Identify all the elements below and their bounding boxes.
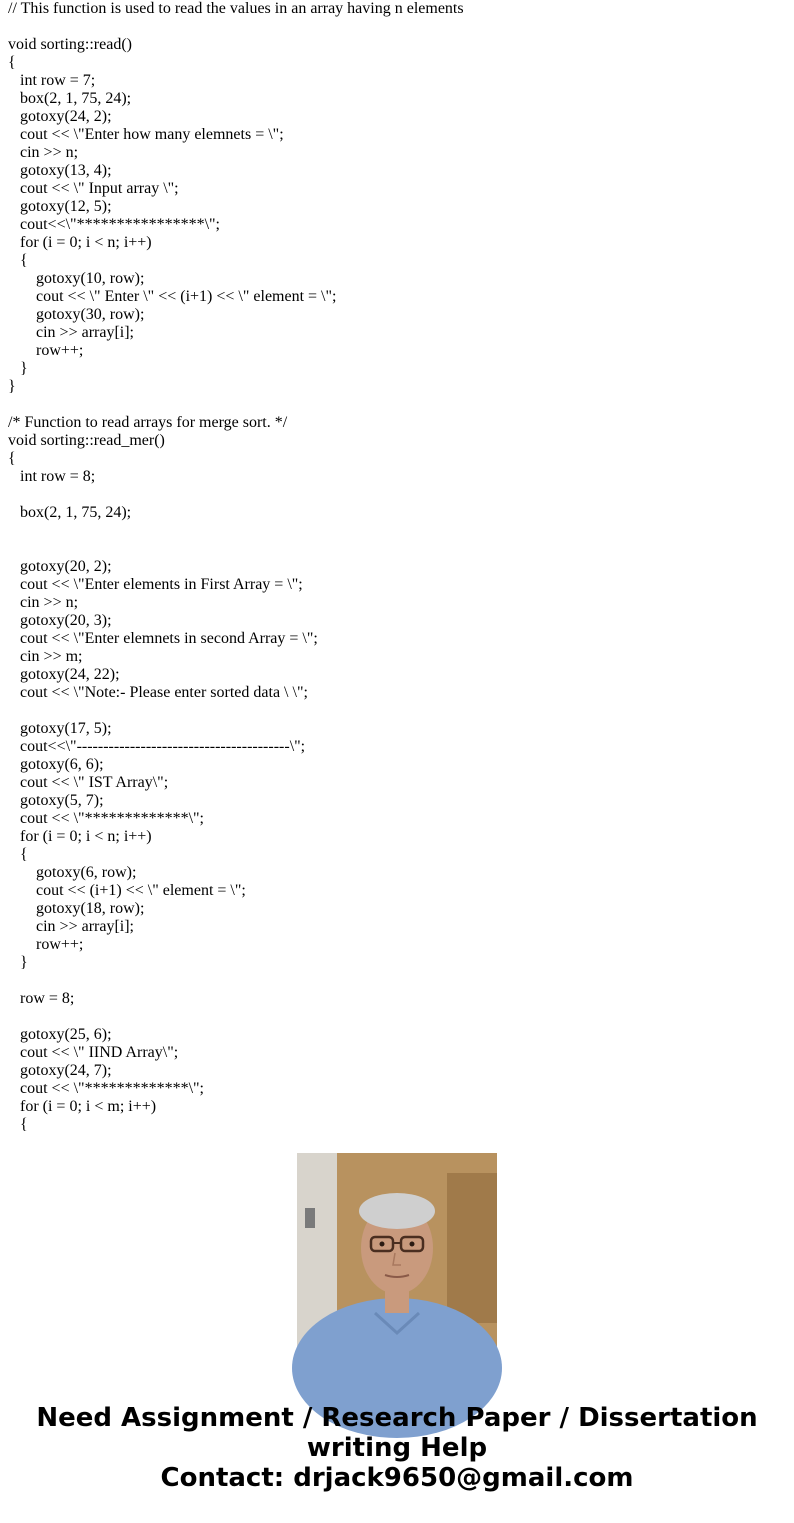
code-line: cout << \"Note:- Please enter sorted data \ \";	[8, 684, 308, 701]
code-line: row++;	[8, 936, 84, 953]
code-line: cout<<\"****************\";	[8, 216, 220, 233]
code-line: }	[8, 378, 16, 395]
code-line: gotoxy(6, 6);	[8, 756, 104, 773]
code-line: gotoxy(18, row);	[8, 900, 145, 917]
code-line: gotoxy(13, 4);	[8, 162, 112, 179]
code-line: gotoxy(20, 2);	[8, 558, 112, 575]
code-line	[8, 396, 788, 414]
code-line: {	[8, 54, 16, 71]
code-line	[8, 486, 788, 504]
code-line	[8, 18, 788, 36]
code-line: gotoxy(6, row);	[8, 864, 137, 881]
code-line: gotoxy(20, 3);	[8, 612, 112, 629]
code-line: cin >> array[i];	[8, 324, 134, 341]
code-line: gotoxy(24, 22);	[8, 666, 120, 683]
code-line: gotoxy(12, 5);	[8, 198, 112, 215]
code-line: row++;	[8, 342, 84, 359]
contact-banner	[0, 1403, 794, 1493]
code-line: cout << \" IIND Array\";	[8, 1044, 179, 1061]
code-line: cout << \"*************\";	[8, 810, 204, 827]
code-line: gotoxy(25, 6);	[8, 1026, 112, 1043]
code-line: /* Function to read arrays for merge sort. */	[8, 414, 288, 431]
code-listing	[8, 0, 788, 1133]
code-line: box(2, 1, 75, 24);	[8, 504, 132, 521]
code-line: gotoxy(10, row);	[8, 270, 145, 287]
code-line: gotoxy(24, 2);	[8, 108, 112, 125]
code-line: cin >> n;	[8, 594, 79, 611]
avatar	[297, 1153, 497, 1353]
code-line: }	[8, 954, 28, 971]
code-line: void sorting::read_mer()	[8, 432, 165, 449]
code-line: {	[8, 450, 16, 467]
author-photo	[297, 1153, 497, 1353]
code-line	[8, 972, 788, 990]
code-line: gotoxy(17, 5);	[8, 720, 112, 737]
code-line: cout<<\"----------------------------------------\";	[8, 738, 306, 755]
code-line: int row = 7;	[8, 72, 96, 89]
code-line: for (i = 0; i < n; i++)	[8, 828, 152, 845]
banner-line-1: Need Assignment / Research Paper / Dissertation	[36, 1403, 758, 1433]
code-line: // This function is used to read the values in an array having n elements	[8, 0, 464, 17]
banner-contact: Contact: drjack9650@gmail.com	[160, 1463, 634, 1493]
code-line: cout << \"Enter elements in First Array = \";	[8, 576, 303, 593]
code-line: cin >> array[i];	[8, 918, 134, 935]
banner-line-2: writing Help	[306, 1433, 488, 1463]
code-line: void sorting::read()	[8, 36, 132, 53]
code-line: cout << \" IST Array\";	[8, 774, 169, 791]
code-line	[8, 702, 788, 720]
code-line	[8, 540, 788, 558]
code-line: cout << \"*************\";	[8, 1080, 204, 1097]
code-line: cout << \" Enter \" << (i+1) << \" element = \";	[8, 288, 337, 305]
code-line: row = 8;	[8, 990, 75, 1007]
code-line: for (i = 0; i < n; i++)	[8, 234, 152, 251]
code-line: cin >> m;	[8, 648, 83, 665]
code-line: cin >> n;	[8, 144, 79, 161]
code-line: box(2, 1, 75, 24);	[8, 90, 132, 107]
code-line: gotoxy(5, 7);	[8, 792, 104, 809]
code-line	[8, 522, 788, 540]
code-line: gotoxy(24, 7);	[8, 1062, 112, 1079]
code-line	[8, 1008, 788, 1026]
code-line: {	[8, 1116, 28, 1133]
code-line: cout << (i+1) << \" element = \";	[8, 882, 246, 899]
code-line: int row = 8;	[8, 468, 96, 485]
code-line: gotoxy(30, row);	[8, 306, 145, 323]
code-line: for (i = 0; i < m; i++)	[8, 1098, 157, 1115]
code-line: {	[8, 846, 28, 863]
code-line: }	[8, 360, 28, 377]
code-line: cout << \"Enter how many elemnets = \";	[8, 126, 284, 143]
code-line: cout << \" Input array \";	[8, 180, 179, 197]
code-line: cout << \"Enter elemnets in second Array = \";	[8, 630, 318, 647]
code-line: {	[8, 252, 28, 269]
